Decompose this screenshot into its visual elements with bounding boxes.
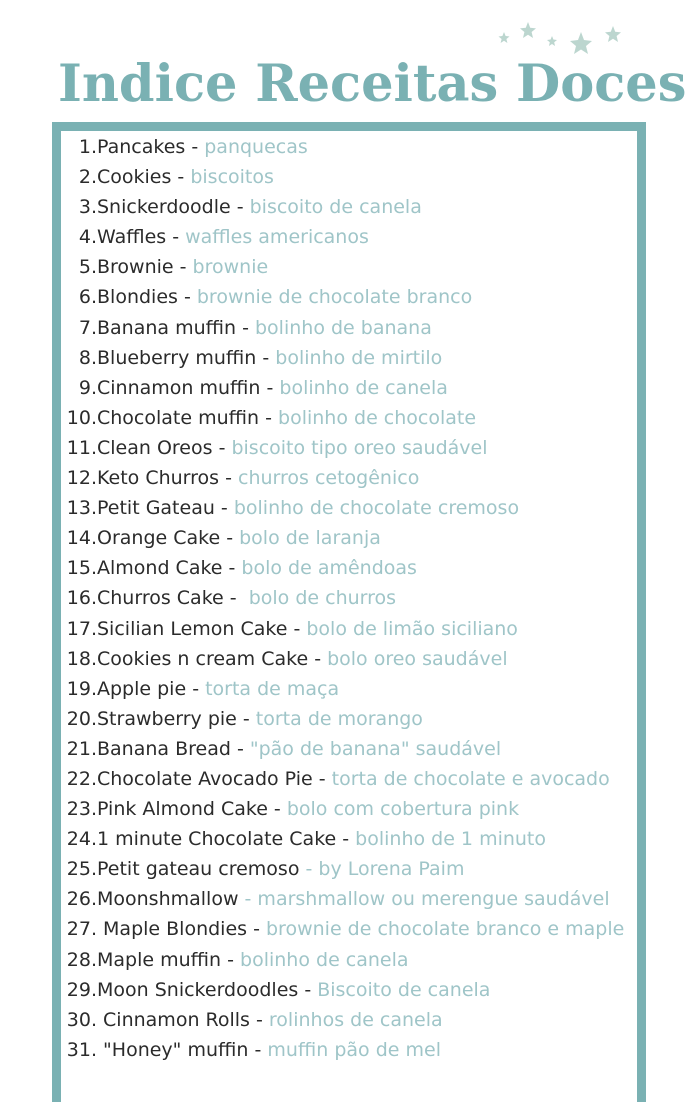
item-separator: - — [236, 316, 255, 339]
item-separator: - — [236, 707, 256, 730]
item-number: 15. — [66, 557, 97, 580]
recipe-list — [58, 132, 638, 1065]
item-english-name: Chocolate Avocado Pie — [97, 767, 313, 790]
page-title: Indice Receitas Doces — [58, 54, 687, 114]
item-separator: - — [308, 647, 328, 670]
item-separator: - — [256, 346, 276, 369]
list-item — [58, 493, 638, 523]
list-item — [58, 222, 638, 252]
list-item — [58, 884, 638, 914]
item-number: 14. — [66, 527, 97, 550]
item-english-name: Keto Churros — [97, 467, 220, 490]
item-english-name: Pancakes — [97, 136, 186, 158]
item-number: 26. — [66, 888, 97, 911]
item-portuguese-name: Biscoito de canela — [317, 978, 491, 1001]
list-item — [58, 553, 638, 583]
item-number: 29. — [66, 978, 97, 1001]
list-item — [58, 583, 638, 613]
item-portuguese-name: "pão de banana" saudável — [249, 737, 502, 760]
item-portuguese-name: torta de chocolate e avocado — [331, 767, 610, 790]
item-english-name: Brownie — [97, 256, 174, 279]
list-item — [58, 162, 638, 192]
item-number: 17. — [66, 617, 97, 640]
list-item — [58, 704, 638, 734]
item-number: 19. — [66, 677, 97, 700]
item-english-name: Snickerdoodle — [97, 196, 231, 219]
item-separator: - — [312, 767, 332, 790]
item-separator: - — [336, 828, 356, 851]
item-number: 24. — [66, 828, 97, 851]
item-english-name: Cookies — [97, 166, 172, 189]
list-item — [58, 373, 638, 403]
list-item — [58, 132, 638, 162]
item-portuguese-name: panquecas — [204, 136, 308, 158]
item-separator: - — [247, 918, 266, 941]
item-separator: - — [260, 376, 280, 399]
item-english-name: Moonshmallow — [97, 888, 239, 911]
item-separator: - — [267, 798, 287, 821]
item-number: 18. — [66, 647, 97, 670]
item-english-name: Sicilian Lemon Cake — [97, 617, 288, 640]
item-number: 16. — [66, 587, 97, 610]
item-portuguese-name: brownie de chocolate branco — [196, 286, 473, 309]
item-separator: - — [230, 737, 250, 760]
item-number: 31. — [66, 1038, 97, 1061]
item-portuguese-name: churros cetogênico — [238, 467, 420, 490]
item-english-name: Pink Almond Cake — [97, 798, 268, 821]
item-portuguese-name: bolinho de canela — [240, 948, 409, 971]
list-item — [58, 192, 638, 222]
list-item — [58, 1035, 638, 1065]
item-number: 20. — [66, 707, 97, 730]
list-item — [58, 463, 638, 493]
list-item — [58, 614, 638, 644]
item-number: 21. — [66, 737, 97, 760]
item-english-name: Orange Cake — [97, 527, 221, 550]
item-portuguese-name: biscoito de canela — [249, 196, 422, 219]
item-number: 22. — [66, 767, 97, 790]
list-item — [58, 764, 638, 794]
item-separator: - — [222, 557, 242, 580]
item-portuguese-name: bolo oreo saudável — [327, 647, 508, 670]
item-separator: - — [214, 497, 234, 520]
item-english-name: Maple muffin — [97, 948, 222, 971]
item-number: 5. — [78, 256, 97, 279]
item-number: 11. — [66, 436, 97, 459]
item-portuguese-name: bolo de limão siciliano — [306, 617, 518, 640]
item-separator: - — [171, 166, 191, 189]
item-separator: - — [212, 436, 232, 459]
item-separator: - — [259, 406, 279, 429]
list-item — [58, 914, 638, 944]
item-separator: - — [248, 1038, 268, 1061]
item-english-name: Chocolate muffin — [97, 406, 260, 429]
item-portuguese-name: bolinho de canela — [279, 376, 448, 399]
list-item — [58, 313, 638, 343]
item-english-name: Clean Oreos — [97, 436, 213, 459]
item-number: 13. — [66, 497, 97, 520]
list-item — [58, 433, 638, 463]
item-portuguese-name: bolinho de chocolate cremoso — [233, 497, 520, 520]
item-portuguese-name: torta de maça — [205, 677, 340, 700]
item-portuguese-name: brownie de chocolate branco e maple — [266, 918, 625, 941]
item-portuguese-name: torta de morango — [255, 707, 423, 730]
item-english-name: Banana muffin — [97, 316, 237, 339]
item-portuguese-name: - by Lorena Paim — [299, 858, 465, 881]
item-english-name: Moon Snickerdoodles — [97, 978, 299, 1001]
item-portuguese-name: rolinhos de canela — [268, 1008, 443, 1031]
item-separator: - — [249, 1008, 269, 1031]
item-number: 2. — [78, 166, 97, 189]
list-item — [58, 644, 638, 674]
item-english-name: Maple Blondies — [97, 918, 248, 941]
list-item — [58, 824, 638, 854]
item-number: 8. — [78, 346, 97, 369]
item-separator: - — [186, 677, 206, 700]
item-separator: - — [298, 978, 318, 1001]
list-item — [58, 945, 638, 975]
item-number: 30. — [66, 1008, 97, 1031]
list-item — [58, 343, 638, 373]
item-english-name: 1 minute Chocolate Cake — [97, 828, 337, 851]
item-number: 10. — [66, 406, 97, 429]
item-number: 1. — [78, 136, 97, 158]
item-portuguese-name: bolo de laranja — [239, 527, 381, 550]
item-portuguese-name: bolinho de banana — [255, 316, 432, 339]
item-english-name: Churros Cake — [97, 587, 224, 610]
item-english-name: Almond Cake — [97, 557, 223, 580]
item-separator: - — [287, 617, 307, 640]
item-portuguese-name: biscoitos — [190, 166, 274, 189]
item-number: 7. — [78, 316, 97, 339]
item-number: 3. — [78, 196, 97, 219]
list-item — [58, 252, 638, 282]
item-separator: - — [219, 467, 238, 490]
item-portuguese-name: bolo de churros — [248, 587, 397, 610]
item-portuguese-name: bolo de amêndoas — [241, 557, 417, 580]
item-number: 27. — [66, 918, 97, 941]
stars-icon — [492, 18, 632, 66]
item-english-name: Banana Bread — [97, 737, 231, 760]
item-english-name: Petit gateau cremoso — [97, 858, 300, 881]
item-english-name: Cinnamon muffin — [97, 376, 261, 399]
item-portuguese-name: bolo com cobertura pink — [286, 798, 520, 821]
item-separator: - — [220, 527, 240, 550]
item-english-name: Apple pie — [97, 677, 187, 700]
item-number: 23. — [66, 798, 97, 821]
item-english-name: Cinnamon Rolls — [97, 1008, 250, 1031]
list-item — [58, 674, 638, 704]
item-portuguese-name: bolinho de 1 minuto — [355, 828, 547, 851]
item-number: 28. — [66, 948, 97, 971]
item-english-name: Cookies n cream Cake — [97, 647, 309, 670]
list-item — [58, 975, 638, 1005]
item-portuguese-name: brownie — [192, 256, 269, 279]
item-portuguese-name: biscoito tipo oreo saudável — [231, 436, 488, 459]
list-item — [58, 794, 638, 824]
item-separator: - — [185, 136, 205, 158]
item-number: 6. — [78, 286, 97, 309]
item-portuguese-name: waffles americanos — [185, 226, 369, 249]
item-number: 4. — [78, 226, 97, 249]
item-number: 25. — [66, 858, 97, 881]
item-english-name: "Honey" muffin — [97, 1038, 249, 1061]
item-portuguese-name: - marshmallow ou merengue saudável — [238, 888, 610, 911]
item-number: 9. — [78, 376, 97, 399]
item-english-name: Blondies — [97, 286, 178, 309]
list-item — [58, 1005, 638, 1035]
item-english-name: Petit Gateau — [97, 497, 215, 520]
item-portuguese-name: bolinho de mirtilo — [275, 346, 443, 369]
item-english-name: Strawberry pie — [97, 707, 237, 730]
item-separator: - — [177, 286, 197, 309]
item-separator: - — [173, 256, 193, 279]
item-separator: - — [221, 948, 241, 971]
item-separator: - — [230, 196, 250, 219]
list-item — [58, 523, 638, 553]
list-item — [58, 734, 638, 764]
item-separator: - — [223, 587, 249, 610]
list-item — [58, 282, 638, 312]
list-item — [58, 403, 638, 433]
item-number: 12. — [66, 467, 97, 490]
item-english-name: Blueberry muffin — [97, 346, 257, 369]
item-portuguese-name: muffin pão de mel — [267, 1038, 441, 1061]
item-separator: - — [166, 226, 186, 249]
item-portuguese-name: bolinho de chocolate — [278, 406, 477, 429]
item-english-name: Waffles — [97, 226, 167, 249]
list-item — [58, 854, 638, 884]
